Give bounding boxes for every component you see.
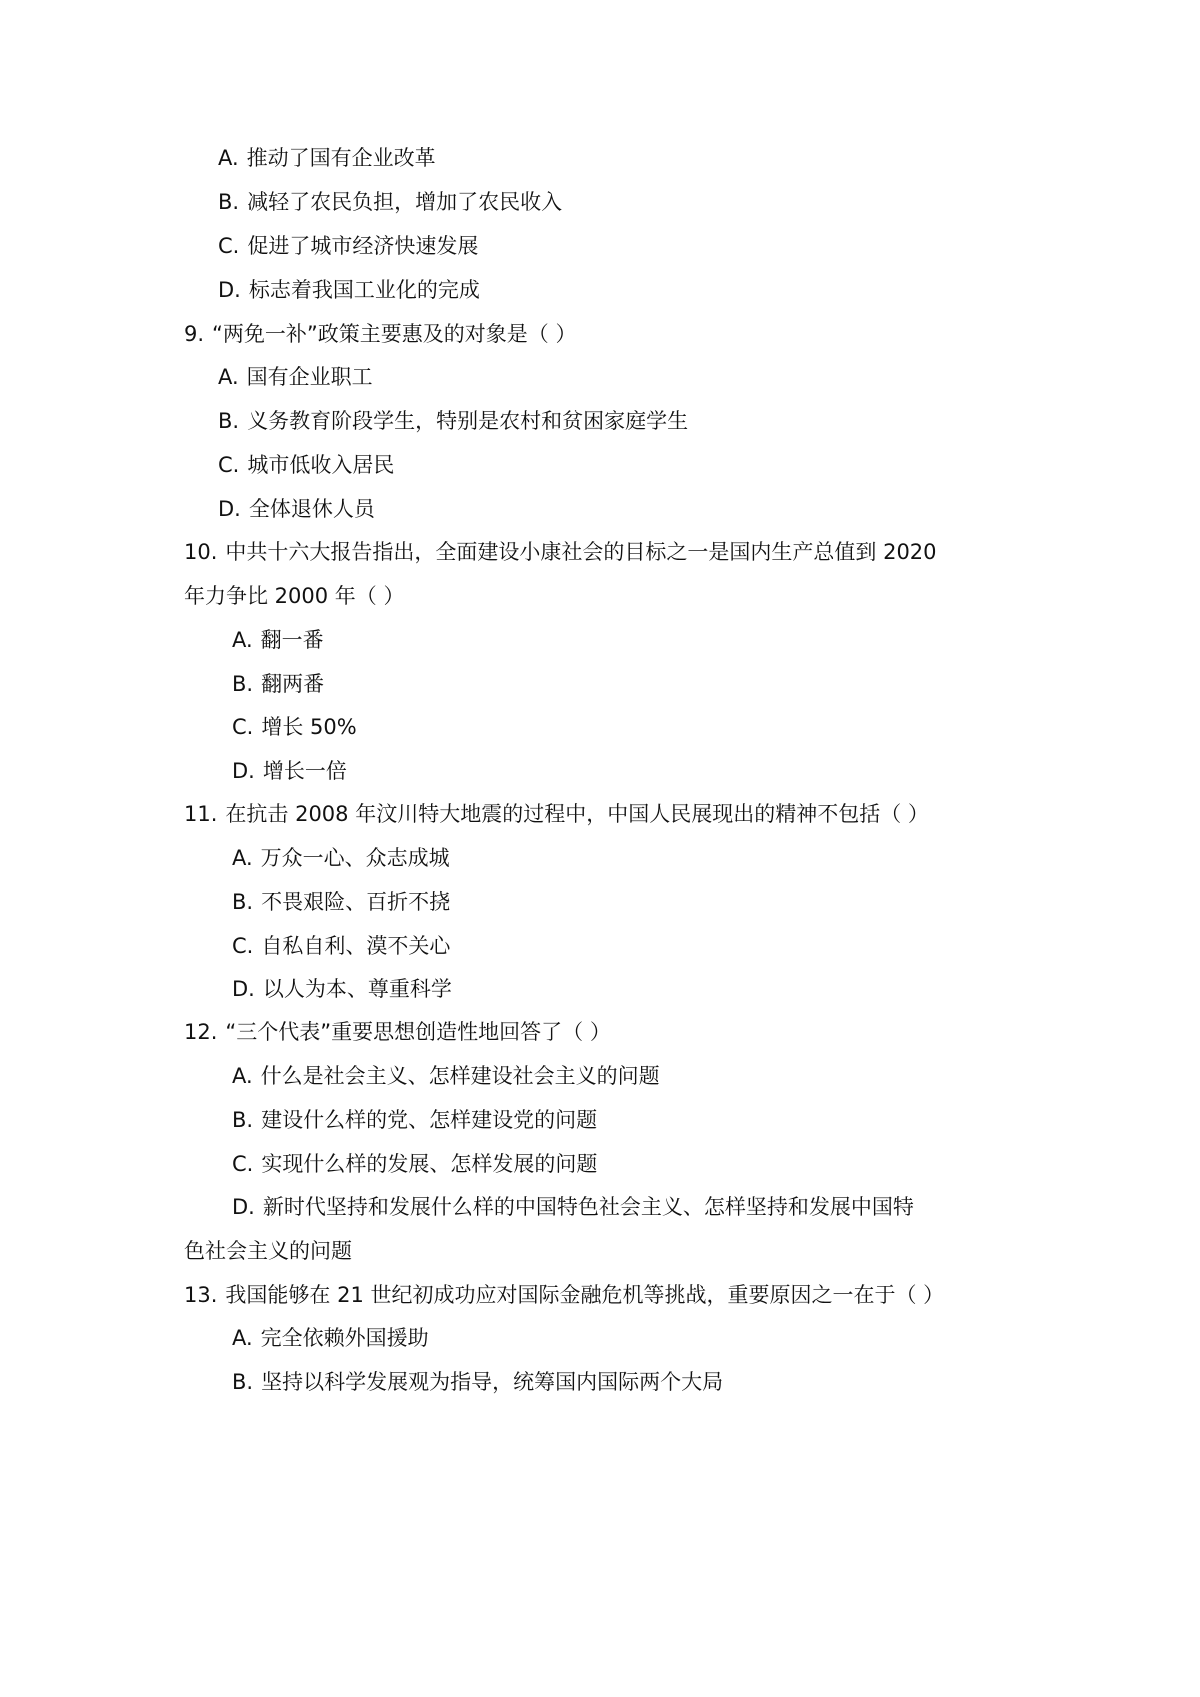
question-text: 我国能够在 21 世纪初成功应对国际金融危机等挑战，重要原因之一在于（ ） — [225, 1283, 945, 1307]
option-text: 建设什么样的党、怎样建设党的问题 — [261, 1108, 598, 1132]
option-label: D. — [232, 759, 255, 783]
question-9-option-d — [218, 495, 375, 523]
option-text: 以人为本、尊重科学 — [262, 977, 452, 1001]
question-10-option-c — [232, 713, 357, 741]
option-label: B. — [232, 672, 254, 696]
question-11-option-d — [232, 975, 452, 1003]
option-label: B. — [232, 890, 254, 914]
question-12-option-b — [232, 1106, 597, 1134]
option-label: D. — [232, 1195, 255, 1219]
option-text: 完全依赖外国援助 — [260, 1326, 429, 1350]
question-11-option-c — [232, 932, 450, 960]
option-label: B. — [218, 409, 240, 433]
option-label: A. — [218, 365, 239, 389]
option-text: 翻两番 — [261, 672, 325, 696]
question-10-option-d — [232, 757, 347, 785]
question-10-stem — [184, 538, 937, 566]
question-9-option-a — [218, 363, 373, 391]
option-text: 不畏艰险、百折不挠 — [261, 890, 451, 914]
option-label: A. — [218, 146, 239, 170]
question-text: “两免一补”政策主要惠及的对象是（ ） — [212, 322, 577, 346]
question-13-stem — [184, 1281, 944, 1309]
question-10-option-a — [232, 626, 324, 654]
question-number: 9. — [184, 322, 205, 346]
option-label: C. — [232, 934, 254, 958]
question-11-stem — [184, 800, 929, 828]
option-text: 国有企业职工 — [246, 365, 373, 389]
option-label: B. — [232, 1108, 254, 1132]
option-label: B. — [232, 1370, 254, 1394]
option-text: 城市低收入居民 — [247, 453, 395, 477]
option-label: C. — [218, 453, 240, 477]
option-text: 标志着我国工业化的完成 — [248, 278, 480, 302]
option-text: 推动了国有企业改革 — [246, 146, 436, 170]
question-number: 12. — [184, 1020, 218, 1044]
option-label: A. — [232, 1326, 253, 1350]
option-label: B. — [218, 190, 240, 214]
option-text: 万众一心、众志成城 — [260, 846, 450, 870]
question-text: 在抗击 2008 年汶川特大地震的过程中，中国人民展现出的精神不包括（ ） — [225, 802, 929, 826]
question-11-option-b — [232, 888, 450, 916]
question-9-option-c — [218, 451, 394, 479]
option-label: A. — [232, 1064, 253, 1088]
option-text: 自私自利、漠不关心 — [261, 934, 451, 958]
prev-option-a — [218, 144, 436, 172]
question-number: 11. — [184, 802, 218, 826]
option-text: 增长 50% — [261, 715, 357, 739]
option-label: C. — [232, 1152, 254, 1176]
question-9-option-b — [218, 407, 688, 435]
prev-option-c — [218, 232, 478, 260]
prev-option-d — [218, 276, 480, 304]
question-12-option-d-continued: 色社会主义的问题 — [184, 1239, 352, 1263]
question-10-stem-continued: 年力争比 2000 年（ ） — [184, 584, 405, 608]
question-12-option-a — [232, 1062, 660, 1090]
question-13-option-b — [232, 1368, 723, 1396]
question-11-option-a — [232, 844, 450, 872]
option-label: D. — [218, 278, 241, 302]
question-9-stem — [184, 320, 576, 348]
question-number: 10. — [184, 540, 218, 564]
option-text: 翻一番 — [260, 628, 324, 652]
option-text: 什么是社会主义、怎样建设社会主义的问题 — [260, 1064, 660, 1088]
option-label: A. — [232, 628, 253, 652]
option-text: 新时代坚持和发展什么样的中国特色社会主义、怎样坚持和发展中国特 — [262, 1195, 914, 1219]
option-text: 坚持以科学发展观为指导，统筹国内国际两个大局 — [261, 1370, 724, 1394]
option-label: C. — [218, 234, 240, 258]
question-text: “三个代表”重要思想创造性地回答了（ ） — [225, 1020, 611, 1044]
option-text: 义务教育阶段学生，特别是农村和贫困家庭学生 — [247, 409, 689, 433]
option-label: A. — [232, 846, 253, 870]
question-text: 中共十六大报告指出，全面建设小康社会的目标之一是国内生产总值到 2020 — [225, 540, 937, 564]
question-12-stem — [184, 1018, 611, 1046]
option-text: 减轻了农民负担，增加了农民收入 — [247, 190, 563, 214]
option-label: C. — [232, 715, 254, 739]
prev-option-b — [218, 188, 562, 216]
option-text: 实现什么样的发展、怎样发展的问题 — [261, 1152, 598, 1176]
option-text: 增长一倍 — [262, 759, 347, 783]
question-10-option-b — [232, 670, 324, 698]
question-12-option-c — [232, 1150, 597, 1178]
question-12-option-d — [232, 1193, 914, 1221]
option-text: 全体退休人员 — [248, 497, 375, 521]
question-13-option-a — [232, 1324, 429, 1352]
option-label: D. — [218, 497, 241, 521]
option-text: 促进了城市经济快速发展 — [247, 234, 479, 258]
option-label: D. — [232, 977, 255, 1001]
question-number: 13. — [184, 1283, 218, 1307]
